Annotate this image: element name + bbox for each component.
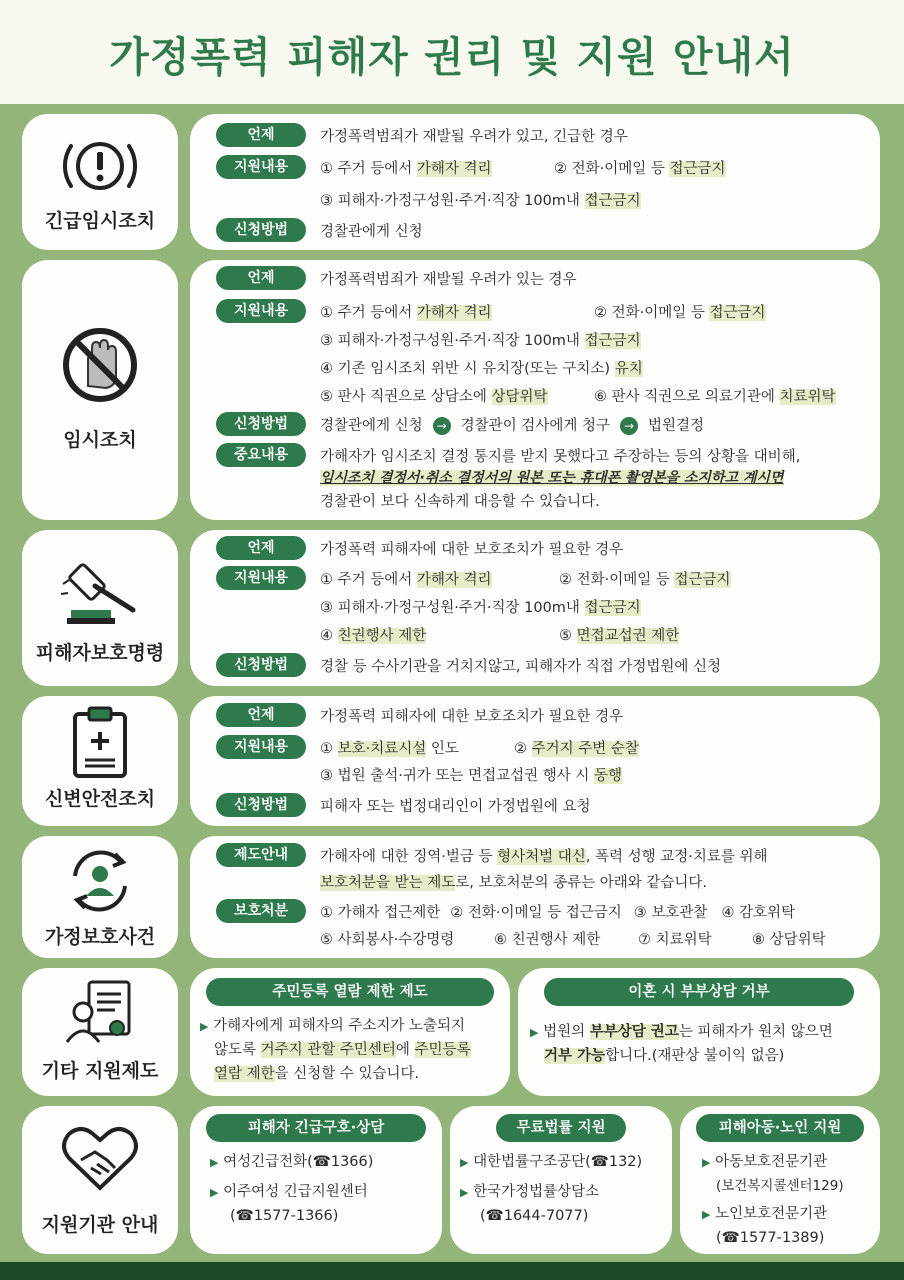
section-title: 피해자보호명령 <box>35 642 165 664</box>
page-title: 가정폭력 피해자 권리 및 지원 안내서 <box>109 33 795 81</box>
section-other-card <box>22 968 178 1096</box>
important-note: 임시조치 결정서·취소 결정서의 원본 또는 휴대폰 촬영본을 소지하고 계시면 <box>320 470 784 486</box>
label-pill: 제도안내 <box>216 843 306 867</box>
section-emergency-card <box>22 114 178 250</box>
label-pill: 신청방법 <box>216 653 306 677</box>
section-temporary-content: 언제 가정폭력범죄가 재발될 우려가 있는 경우 지원내용 ① 주거 등에서 가해자 격리 ② 전화·이메일 등 접근금지 ③ 피해자·가정구성원·주거·직장 100m내 접근금지 ④ 기존 임시조치 위반 시 유치장(또는 구치소) 유치 ⑤ 판사 직권으로 상담소에 상담위탁 ⑥ 판사 직권으로 의료기관에 치료위탁 신청방법 경찰관에게 신청 → 경찰관이 검사에게 청구 → 법원결정 중요내용 가해자가 임시조치 결정 통지를 받지 못했다고 주장하는 등의 상황을 대비해, 임시조치 결정서·취소 결정서의 원본 또는 휴대폰 촬영본을 소지하고 계시면 경찰관이 보다 신속하게 대응할 수 있습니다. <box>190 260 880 520</box>
box-title: 무료법률 지원 <box>496 1114 626 1142</box>
bullet-icon: ▶ <box>210 1186 219 1199</box>
label-pill: 언제 <box>216 536 306 560</box>
row-support: 지원내용 ① 주거 등에서 가해자 격리 ② 전화·이메일 등 접근금지 <box>216 154 726 180</box>
box-title: 피해아동·노인 지원 <box>696 1114 864 1142</box>
section-temporary-card <box>22 260 178 520</box>
label-pill: 보호처분 <box>216 899 306 923</box>
divorce-counseling-box: 이혼 시 부부상담 거부 ▶ 법원의 부부상담 권고는 피해자가 원치 않으면 거부 가능합니다.(재판상 불이익 없음) <box>518 968 880 1096</box>
section-title: 신변안전조치 <box>44 788 156 810</box>
label-pill: 지원내용 <box>216 299 306 323</box>
row-support-cont: ③ 피해자·가정구성원·주거·직장 100m내 접근금지 <box>320 192 641 209</box>
bullet-icon: ▶ <box>530 1026 539 1039</box>
section-protection-order-card <box>22 530 178 686</box>
footer-band <box>0 1262 904 1280</box>
label-pill: 신청방법 <box>216 793 306 817</box>
person-cycle-icon <box>22 836 178 926</box>
row-when: 언제 가정폭력범죄가 재발될 우려가 있고, 긴급한 경우 <box>216 122 628 148</box>
section-title: 지원기관 안내 <box>41 1214 159 1236</box>
label-pill: 신청방법 <box>216 412 306 436</box>
box-title: 주민등록 열람 제한 제도 <box>206 978 494 1006</box>
arrow-icon: → <box>620 417 638 435</box>
section-title: 임시조치 <box>63 429 137 451</box>
bullet-icon: ▶ <box>702 1156 711 1169</box>
legal-aid-box: 무료법률 지원 ▶ 대한법률구조공단(☎132) ▶ 한국가정법률상담소 (☎1644-7077) <box>450 1106 672 1254</box>
bullet-icon: ▶ <box>200 1020 209 1033</box>
bullet-icon: ▶ <box>210 1156 219 1169</box>
label-pill: 지원내용 <box>216 155 306 179</box>
label-pill: 지원내용 <box>216 566 306 590</box>
warning-icon <box>22 124 178 214</box>
section-title: 긴급임시조치 <box>44 210 156 232</box>
label-pill: 지원내용 <box>216 735 306 759</box>
prohibited-hand-icon <box>22 320 178 410</box>
arrow-icon: → <box>433 417 451 435</box>
box-title: 이혼 시 부부상담 거부 <box>544 978 854 1006</box>
label-pill: 언제 <box>216 703 306 727</box>
section-agency-card <box>22 1106 178 1254</box>
section-safety-card <box>22 696 178 826</box>
label-pill: 신청방법 <box>216 218 306 242</box>
section-family-case-card <box>22 836 178 958</box>
section-safety-content: 언제 가정폭력 피해자에 대한 보호조치가 필요한 경우 지원내용 ① 보호·치료시설 인도 ② 주거지 주변 순찰 ③ 법원 출석·귀가 또는 면접교섭권 행사 시 동행 신청방법 피해자 또는 법정대리인이 가정법원에 요청 <box>190 696 880 826</box>
label-pill: 중요내용 <box>216 443 306 467</box>
emergency-counseling-box: 피해자 긴급구호·상담 ▶ 여성긴급전화(☎1366) ▶ 이주여성 긴급지원센터 (☎1577-1366) <box>190 1106 442 1254</box>
section-title: 기타 지원제도 <box>41 1060 159 1082</box>
bullet-icon: ▶ <box>702 1208 711 1221</box>
section-title: 가정보호사건 <box>44 926 156 948</box>
clipboard-plus-icon <box>22 698 178 788</box>
bullet-icon: ▶ <box>460 1186 469 1199</box>
header <box>0 0 904 104</box>
gavel-icon <box>22 544 178 634</box>
section-family-case-content: 제도안내 가해자에 대한 징역·벌금 등 형사처벌 대신, 폭력 성행 교정·치료를 위해 보호처분을 받는 제도로, 보호처분의 종류는 아래와 같습니다. 보호처분 ① 가해자 접근제한 ② 전화·이메일 등 접근금지 ③ 보호관찰 ④ 감호위탁 ⑤ 사회봉사·수강명령 ⑥ 친권행사 제한 ⑦ 치료위탁 ⑧ 상담위탁 <box>190 836 880 958</box>
bullet-icon: ▶ <box>460 1156 469 1169</box>
child-elder-support-box: 피해아동·노인 지원 ▶ 아동보호전문기관 (보건복지콜센터129) ▶ 노인보호전문기관 (☎1577-1389) <box>680 1106 880 1254</box>
label-pill: 언제 <box>216 266 306 290</box>
document-person-icon <box>22 970 178 1060</box>
section-emergency-content <box>190 114 880 250</box>
resident-registration-box: 주민등록 열람 제한 제도 ▶ 가해자에게 피해자의 주소지가 노출되지 않도록 거주지 관할 주민센터에 주민등록 열람 제한을 신청할 수 있습니다. <box>190 968 510 1096</box>
section-protection-order-content: 언제 가정폭력 피해자에 대한 보호조치가 필요한 경우 지원내용 ① 주거 등에서 가해자 격리 ② 전화·이메일 등 접근금지 ③ 피해자·가정구성원·주거·직장 100m내 접근금지 ④ 친권행사 제한 ⑤ 면접교섭권 제한 신청방법 경찰 등 수사기관을 거치지않고, 피해자가 직접 가정법원에 신청 <box>190 530 880 686</box>
label-pill: 언제 <box>216 123 306 147</box>
heart-handshake-icon <box>22 1112 178 1202</box>
box-title: 피해자 긴급구호·상담 <box>206 1114 426 1142</box>
row-apply: 신청방법 경찰관에게 신청 <box>216 217 423 243</box>
